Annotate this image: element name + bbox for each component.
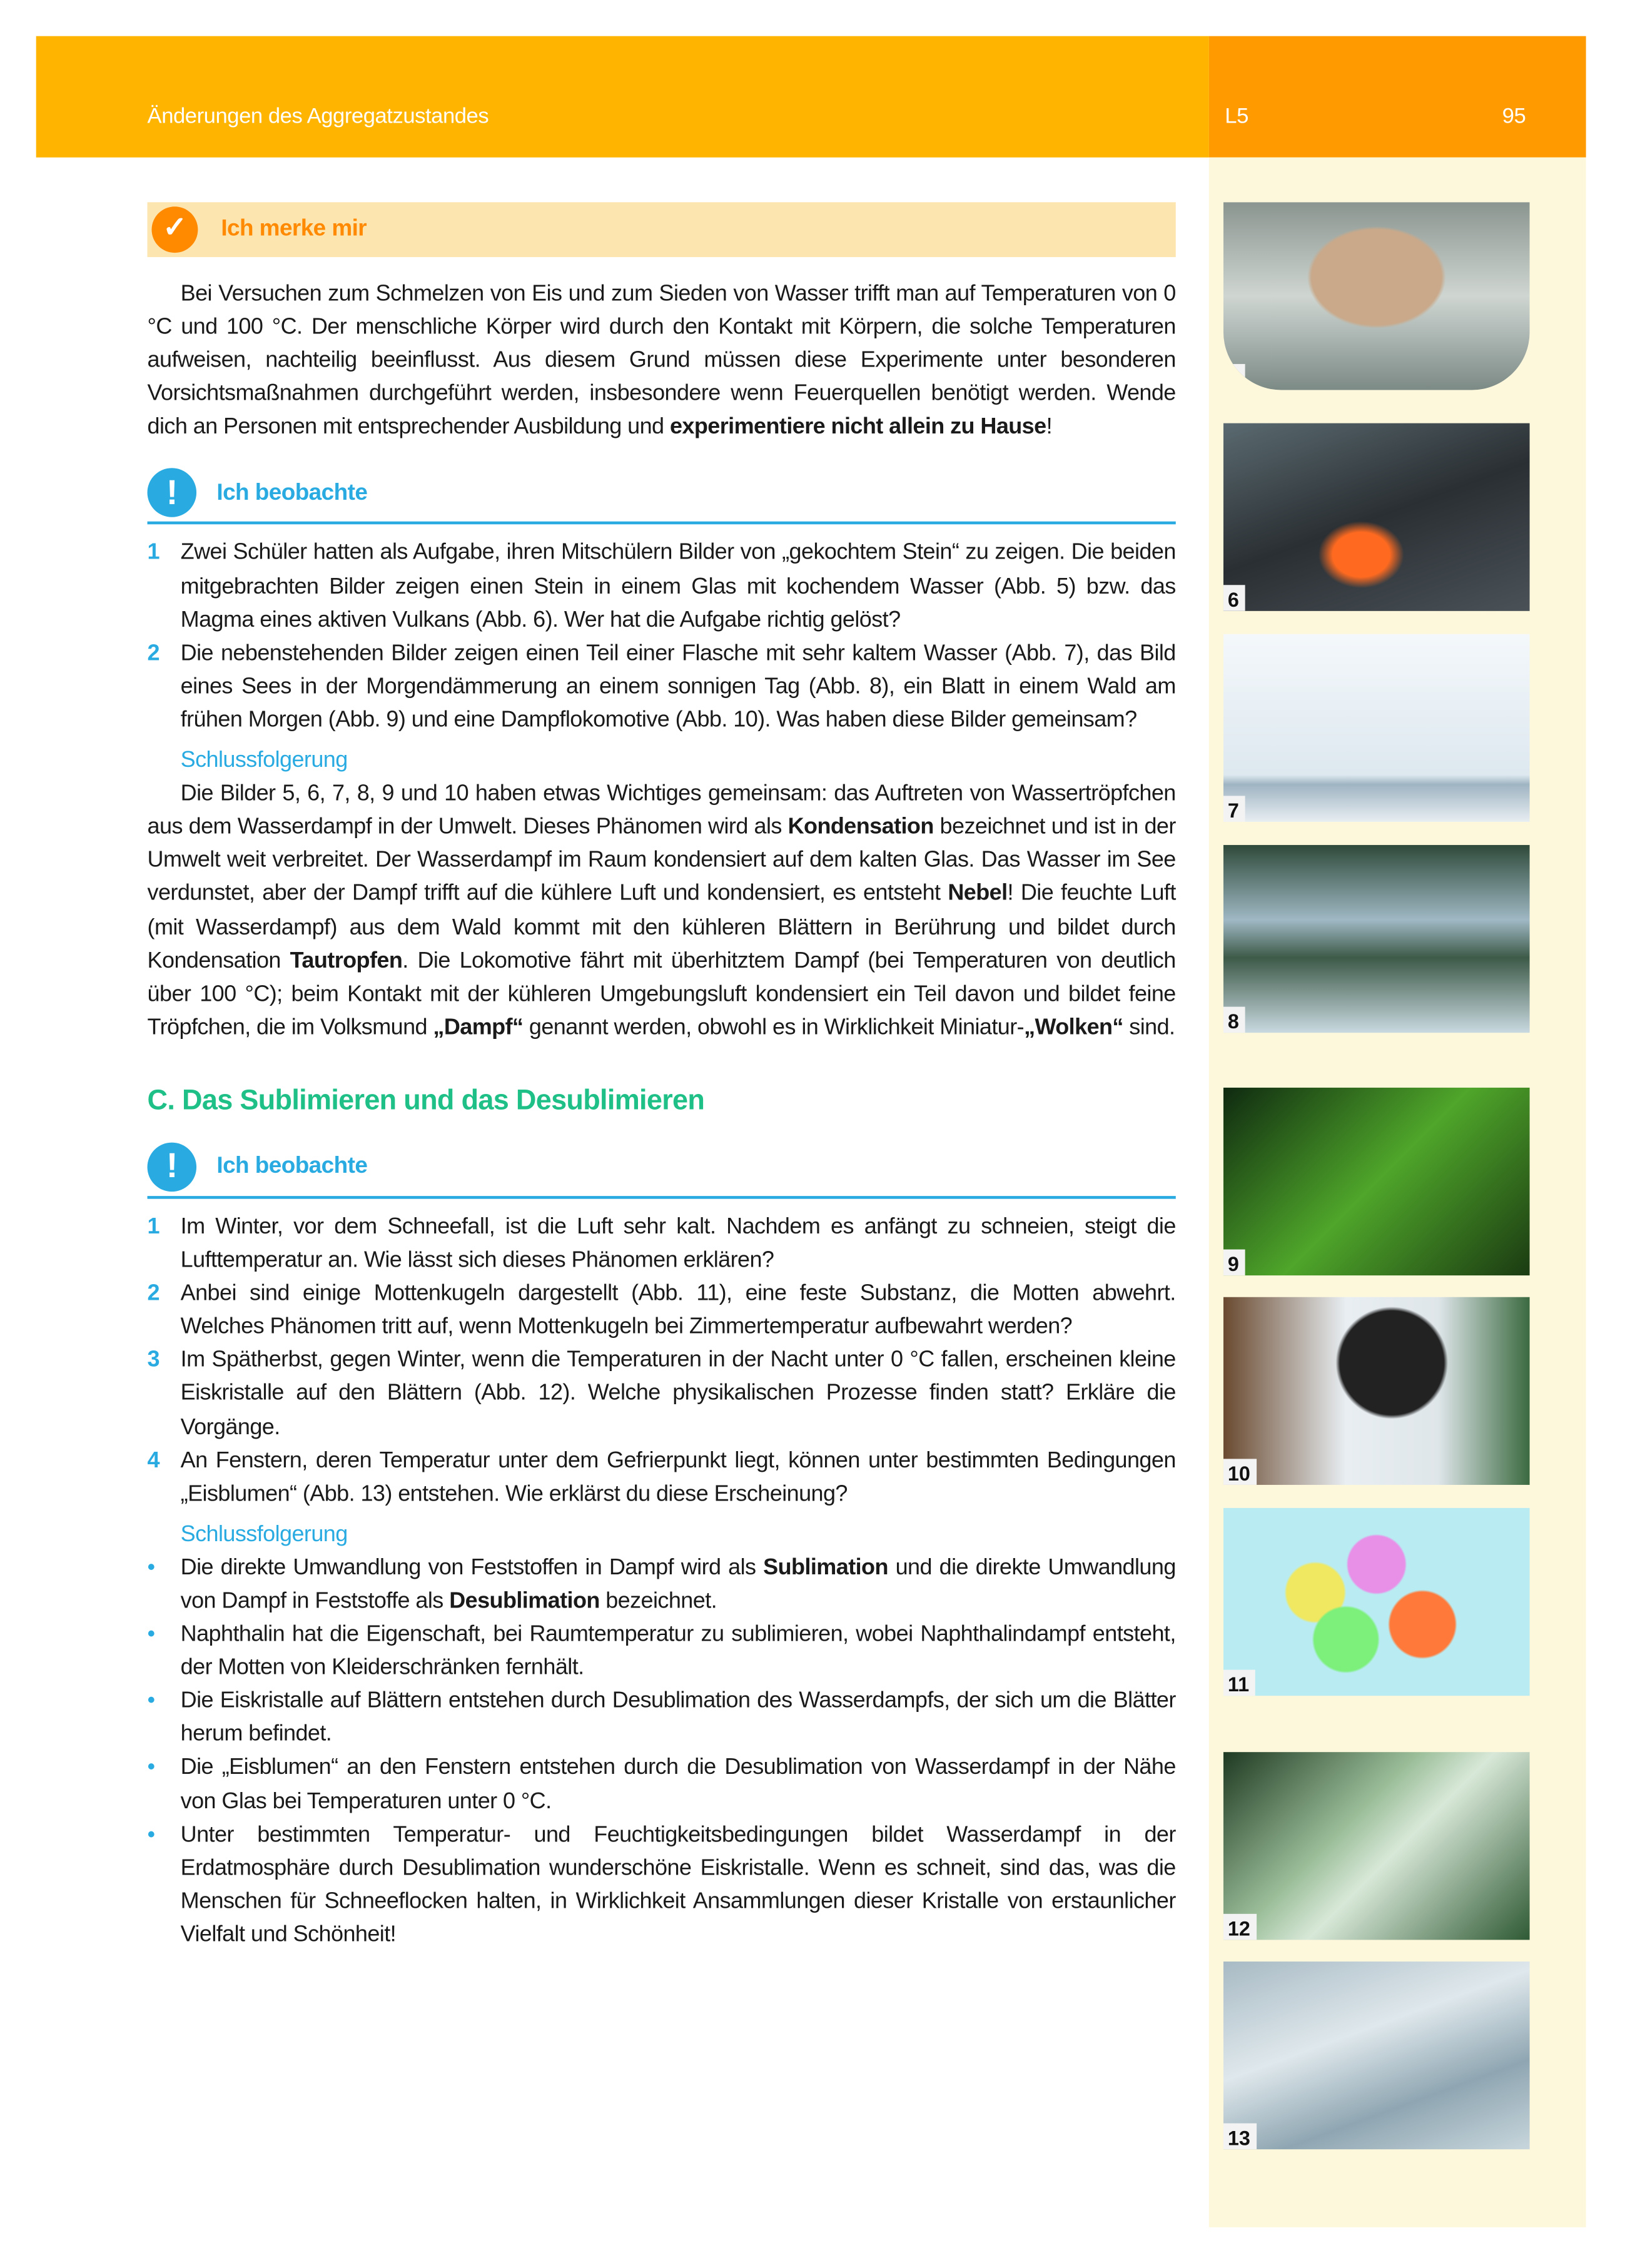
figure-8-foggy-lake — [1223, 845, 1530, 1033]
text-segment: bezeichnet und ist in der Umwelt weit verbreitet. Der Wasserdampf im Raum kondensiert auf dem kalten Glas. Das Wasser im See verdunstet, aber der Dampf trifft auf die kühlere Luft und kondensiert, es entsteht — [147, 814, 1176, 906]
bullet-item — [148, 1684, 1176, 1751]
merke-title: Ich merke mir — [221, 217, 367, 242]
list-item — [148, 1277, 1176, 1344]
header-bar-side — [1209, 36, 1586, 158]
bold-text: experimentiere nicht allein zu Hause — [669, 415, 1046, 440]
bold-text: „Wolken“ — [1024, 1015, 1123, 1040]
item-number: 2 — [147, 640, 160, 666]
text-segment: Bei Versuchen zum Schmelzen von Eis und zum Sieden von Wasser trifft man auf Temperaturen von 0 °C und 100 °C. Der menschliche Körper wird durch den Kontakt mit Körpern, die solche Temperaturen aufweisen, nachteilig beeinflusst. Aus diesem Grund müssen diese Experimente unter besonderen Vorsichtsmaßnahmen durchgeführt werden, insbesondere wenn Feuerquellen benötigt werden. Wende dich an Personen mit entsprechender Ausbildung und — [147, 281, 1176, 440]
list-item — [148, 1210, 1176, 1277]
observe-title: Ich beobachte — [216, 480, 368, 506]
item-text: Zwei Schüler hatten als Aufgabe, ihren Mitschülern Bilder von „gekochtem Stein“ zu zeigen. Die beiden mitgebrachten Bilder zeigen einen Stein in einem Glas mit kochendem Wasser (Abb. 5) bzw. das Magma eines aktiven Vulkans (Abb. 6). Wer hat die Aufgabe richtig gelöst? — [180, 540, 1176, 632]
text-segment: und die direkte Umwandlung von Dampf in Feststoffe als — [180, 1555, 1176, 1614]
bold-text: „Dampf“ — [433, 1015, 524, 1040]
page-number: 95 — [1502, 104, 1526, 129]
bullet-icon: • — [147, 1555, 155, 1581]
item-text: Im Spätherbst, gegen Winter, wenn die Temperaturen in der Nacht unter 0 °C fallen, erscheinen kleine Eiskristalle auf den Blättern (Abb. 12). Welche physikalischen Prozesse finden statt? Erkläre die Vorgänge. — [180, 1348, 1176, 1440]
bold-text: Nebel — [948, 881, 1008, 906]
item-number: 4 — [147, 1448, 160, 1473]
figure-12-frosted-leaves — [1223, 1752, 1530, 1940]
exclamation-icon: ! — [148, 468, 197, 518]
bullet-text — [181, 1818, 1176, 1952]
observe-header — [148, 1138, 1176, 1199]
text-segment: Naphthalin hat die Eigenschaft, bei Raumtemperatur zu sublimieren, wobei Naphthalindampf entsteht, der Motten von Kleiderschränken fernhält. — [180, 1622, 1176, 1681]
bullet-icon: • — [147, 1755, 155, 1781]
text-segment: . Die Lokomotive fährt mit überhitztem Dampf (bei Temperaturen von deutlich über 100 °C); beim Kontakt mit der kühleren Umgebungsluft kondensiert ein Teil davon und bildet feine Tröpfchen, die im Volksmund — [147, 948, 1176, 1040]
item-number: 3 — [147, 1348, 160, 1373]
figure-7-cold-bottle — [1223, 634, 1530, 822]
bold-text: Sublimation — [763, 1555, 888, 1581]
bullet-icon: • — [147, 1689, 155, 1714]
main-content — [148, 202, 1176, 1952]
text-segment: Die „Eisblumen“ an den Fenstern entstehen durch die Desublimation von Wasserdampf in der Nähe von Glas bei Temperaturen unter 0 °C. — [180, 1755, 1176, 1814]
figure-9-dew-leaf — [1223, 1088, 1530, 1275]
bold-text: Kondensation — [787, 814, 934, 840]
item-text: Anbei sind einige Mottenkugeln dargestellt (Abb. 11), eine feste Substanz, die Motten abwehrt. Welches Phänomen tritt auf, wenn Mottenkugeln bei Zimmertemperatur aufbewahrt werden? — [180, 1281, 1176, 1340]
item-text: An Fenstern, deren Temperatur unter dem Gefrierpunkt liegt, können unter bestimmten Bedingungen „Eisblumen“ (Abb. 13) entstehen. Wie erklärst du diese Erscheinung? — [180, 1448, 1176, 1506]
text-segment: bezeichnet. — [599, 1589, 717, 1614]
figure-number: 10 — [1223, 1459, 1256, 1485]
bullet-item — [148, 1618, 1176, 1685]
figure-6-lava — [1223, 423, 1530, 611]
bullet-text — [181, 1684, 1176, 1751]
item-text: Im Winter, vor dem Schneefall, ist die Luft sehr kalt. Nachdem es anfängt zu schneien, steigt die Lufttemperatur an. Wie lässt sich dieses Phänomen erklären? — [180, 1215, 1176, 1273]
section-heading: C. Das Sublimieren und das Desublimieren — [147, 1084, 705, 1116]
figure-number: 8 — [1223, 1007, 1245, 1033]
exclamation-icon: ! — [148, 1143, 197, 1192]
header-bar — [36, 36, 1209, 158]
bullet-icon: • — [147, 1622, 155, 1647]
bold-text: Tautropfen — [290, 948, 403, 973]
observe-list — [148, 1210, 1176, 1511]
observe-list — [148, 537, 1176, 737]
list-item — [148, 1444, 1176, 1511]
chapter-title: Änderungen des Aggregatzustandes — [147, 104, 489, 129]
figure-number: 5 — [1223, 364, 1245, 390]
text-segment: ! Die feuchte Luft (mit Wasserdampf) aus dem Wald kommt mit den kühleren Blättern in Berührung und bildet durch Kondensation — [147, 881, 1176, 973]
figure-number: 12 — [1223, 1914, 1256, 1940]
list-item — [148, 1344, 1176, 1444]
bold-text: Desublimation — [449, 1589, 600, 1614]
text-segment: ! — [1046, 415, 1053, 440]
figure-5-stone-in-water — [1223, 202, 1530, 390]
list-item — [148, 537, 1176, 637]
conclusion-label: Schlussfolgerung — [180, 1522, 348, 1547]
bullet-text — [181, 1618, 1176, 1685]
text-segment: Die Bilder 5, 6, 7, 8, 9 und 10 haben etwas Wichtiges gemeinsam: das Auftreten von Wassertröpfchen aus dem Wasserdampf in der Umwelt. Dieses Phänomen wird als — [147, 781, 1176, 840]
text-segment: Die Eiskristalle auf Blättern entstehen durch Desublimation des Wasserdampfs, der sich um die Blätter herum befindet. — [180, 1689, 1176, 1747]
item-number: 1 — [147, 1215, 160, 1240]
bullet-text — [181, 1751, 1176, 1818]
item-number: 1 — [147, 540, 160, 566]
observe-title: Ich beobachte — [216, 1155, 368, 1180]
bullet-icon: • — [147, 1822, 155, 1847]
conclusion-bullets — [148, 1551, 1176, 1952]
conclusion-label: Schlussfolgerung — [180, 748, 348, 773]
text-segment: genannt werden, obwohl es in Wirklichkeit Miniatur- — [523, 1015, 1025, 1040]
figure-number: 11 — [1223, 1670, 1255, 1696]
lesson-label: L5 — [1225, 104, 1248, 129]
item-text: Die nebenstehenden Bilder zeigen einen Teil einer Flasche mit sehr kaltem Wasser (Abb. 7), das Bild eines Sees in der Morgendämmerung an einem sonnigen Tag (Abb. 8), ein Blatt in einem Wald am frühen Morgen (Abb. 9) und eine Dampflokomotive (Abb. 10). Was haben diese Bilder gemeinsam? — [180, 640, 1176, 732]
bullet-text — [181, 1551, 1176, 1618]
list-item — [148, 637, 1176, 737]
observe-header — [148, 464, 1176, 525]
figure-number: 9 — [1223, 1250, 1245, 1276]
conclusion-text — [148, 777, 1176, 1045]
checkmark-icon: ✓ — [151, 206, 198, 253]
merke-header — [148, 202, 1176, 257]
figure-number: 13 — [1223, 2124, 1256, 2150]
merke-text — [148, 277, 1176, 444]
text-segment: Die direkte Umwandlung von Feststoffen in Dampf wird als — [180, 1555, 764, 1581]
item-number: 2 — [147, 1281, 160, 1306]
figure-10-steam-locomotive — [1223, 1297, 1530, 1485]
bullet-item — [148, 1551, 1176, 1618]
bullet-item — [148, 1818, 1176, 1952]
text-segment: Unter bestimmten Temperatur- und Feuchtigkeitsbedingungen bildet Wasserdampf in der Erdatmosphäre durch Desublimation wunderschöne Eiskristalle. Wenn es schneit, sind das, was die Menschen für Schneeflocken halten, in Wirklichkeit Ansammlungen dieser Kristalle von erstaunlicher Vielfalt und Schönheit! — [180, 1822, 1176, 1947]
figure-number: 7 — [1223, 796, 1245, 822]
bullet-item — [148, 1751, 1176, 1818]
figure-13-ice-flowers — [1223, 1962, 1530, 2149]
text-segment: sind. — [1123, 1015, 1175, 1040]
figure-number: 6 — [1223, 585, 1245, 611]
figure-11-mothballs — [1223, 1508, 1530, 1696]
